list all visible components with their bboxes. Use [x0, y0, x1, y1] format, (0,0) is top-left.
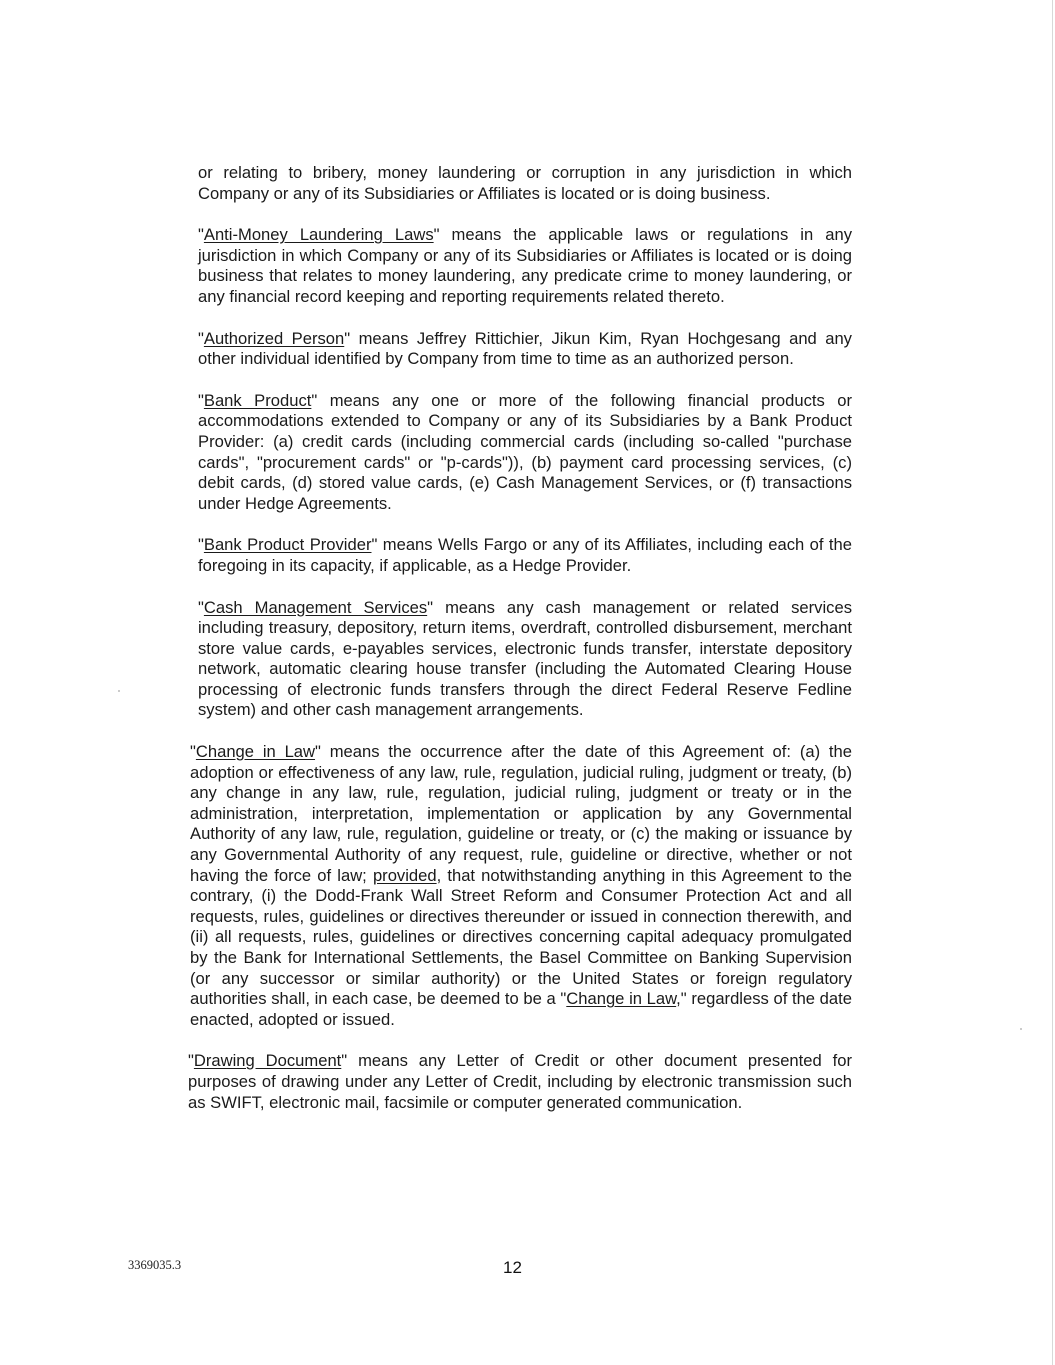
document-code: 3369035.3 — [128, 1258, 182, 1272]
scan-speck — [118, 690, 120, 692]
quote-open: " — [198, 535, 204, 555]
definition-body: ," regardless of the date enacted, adopted or issued. — [190, 989, 852, 1029]
definition-bank-product-provider — [198, 535, 852, 576]
scan-speck — [1020, 1028, 1022, 1030]
definition-bank-product — [198, 391, 852, 515]
definition-body: means the applicable laws or regulations in any jurisdiction in which Company or any of its Subsidiaries or Affiliates is located or is doing business that relates to money laundering, any predicate crime to money laundering, or any financial record keeping and reporting requirements related thereto. — [198, 225, 852, 306]
definition-cash-management-services — [198, 598, 852, 722]
defined-term: Anti-Money Laundering Laws — [203, 225, 434, 245]
definition-authorized-person — [198, 329, 852, 370]
defined-term: Change in Law — [195, 742, 316, 762]
quote-open: " — [198, 328, 204, 348]
quote-open: " — [190, 742, 196, 762]
defined-term: Bank Product Provider — [203, 535, 372, 555]
quote-close: " — [433, 225, 440, 245]
quote-close: " — [427, 597, 434, 617]
definition-body: means Jeffrey Rittichier, Jikun Kim, Ryan Hochgesang and any other individual identified by Company from time to time as an authorized person. — [198, 328, 852, 369]
page-edge — [1052, 0, 1053, 1365]
quote-close: " — [315, 742, 321, 762]
defined-term: Cash Management Services — [203, 597, 428, 617]
quote-open: " — [198, 597, 204, 617]
definition-drawing-document — [188, 1051, 852, 1113]
defined-term-reference: Change in Law — [566, 989, 677, 1009]
paragraph-body: or relating to bribery, money laundering or corruption in any jurisdiction in which Company or any of its Subsidiaries or Affiliates is located or is doing business. — [198, 163, 852, 203]
definition-body: means any Letter of Credit or other document presented for purposes of drawing under any Letter of Credit, including by electronic transmission such as SWIFT, electronic mail, facsimile or computer generated communication. — [188, 1051, 852, 1112]
definition-body: , that notwithstanding anything in this Agreement to the contrary, (i) the Dodd-Frank Wall Street Reform and Consumer Protection Act and all requests, rules, guidelines or directives thereunder or issued in connection therewith, and (ii) all requests, rules, guidelines or directives concerning capital adequacy promulgated by the Bank for International Settlements, the Basel Committee on Banking Supervision (or any successor or similar authority) or the United States or foreign regulatory authorities shall, in each case, be deemed to be a " — [190, 865, 852, 1009]
paragraph-bribery-continuation — [198, 163, 852, 204]
page-number: 12 — [503, 1258, 522, 1277]
definition-body: means any cash management or related services including treasury, depository, return items, overdraft, controlled disbursement, merchant store value cards, e-payables services, electronic funds transfer, interstate depository network, automatic clearing house transfer (including the Automated Clearing House processing of electronic funds transfers through the direct Federal Reserve Fedline system) and other cash management arrangements. — [198, 597, 852, 720]
quote-close: " — [371, 535, 378, 555]
quote-close: " — [311, 390, 318, 410]
defined-term: Bank Product — [203, 390, 312, 410]
quote-open: " — [198, 390, 204, 410]
defined-term: Authorized Person — [203, 328, 345, 348]
definition-body: means the occurrence after the date of this Agreement of: (a) the adoption or effectiveness of any law, rule, regulation, judicial ruling, judgment or treaty, (b) any change in any law, rule, regulation, judicial ruling, judgment or treaty or in the administration, interpretation, implementation or application by any Governmental Authority of any law, rule, regulation, guideline or treaty, or (c) the making or issuance by any Governmental Authority of any request, rule, guideline or directive, whether or not having the force of law; — [190, 742, 852, 885]
quote-open: " — [188, 1051, 194, 1071]
definition-body: means any one or more of the following financial products or accommodations extended to Company or any of its Subsidiaries by a Bank Product Provider: (a) credit cards (including commercial cards (including so-called "purchase cards", "procurement cards" or "p-cards")), (b) payment card processing services, (c) debit cards, (d) stored value cards, (e) Cash Management Services, or (f) transactions under Hedge Agreements. — [198, 390, 852, 513]
document-body — [188, 163, 852, 1134]
quote-close: " — [344, 328, 351, 348]
definition-anti-money-laundering-laws — [198, 225, 852, 307]
definition-change-in-law — [190, 742, 852, 1030]
definition-body: means Wells Fargo or any of its Affiliates, including each of the foregoing in its capacity, if applicable, as a Hedge Provider. — [198, 535, 852, 575]
provided-term: provided — [372, 865, 437, 885]
defined-term: Drawing Document — [193, 1051, 342, 1071]
quote-open: " — [198, 225, 204, 245]
quote-close: " — [341, 1051, 348, 1071]
